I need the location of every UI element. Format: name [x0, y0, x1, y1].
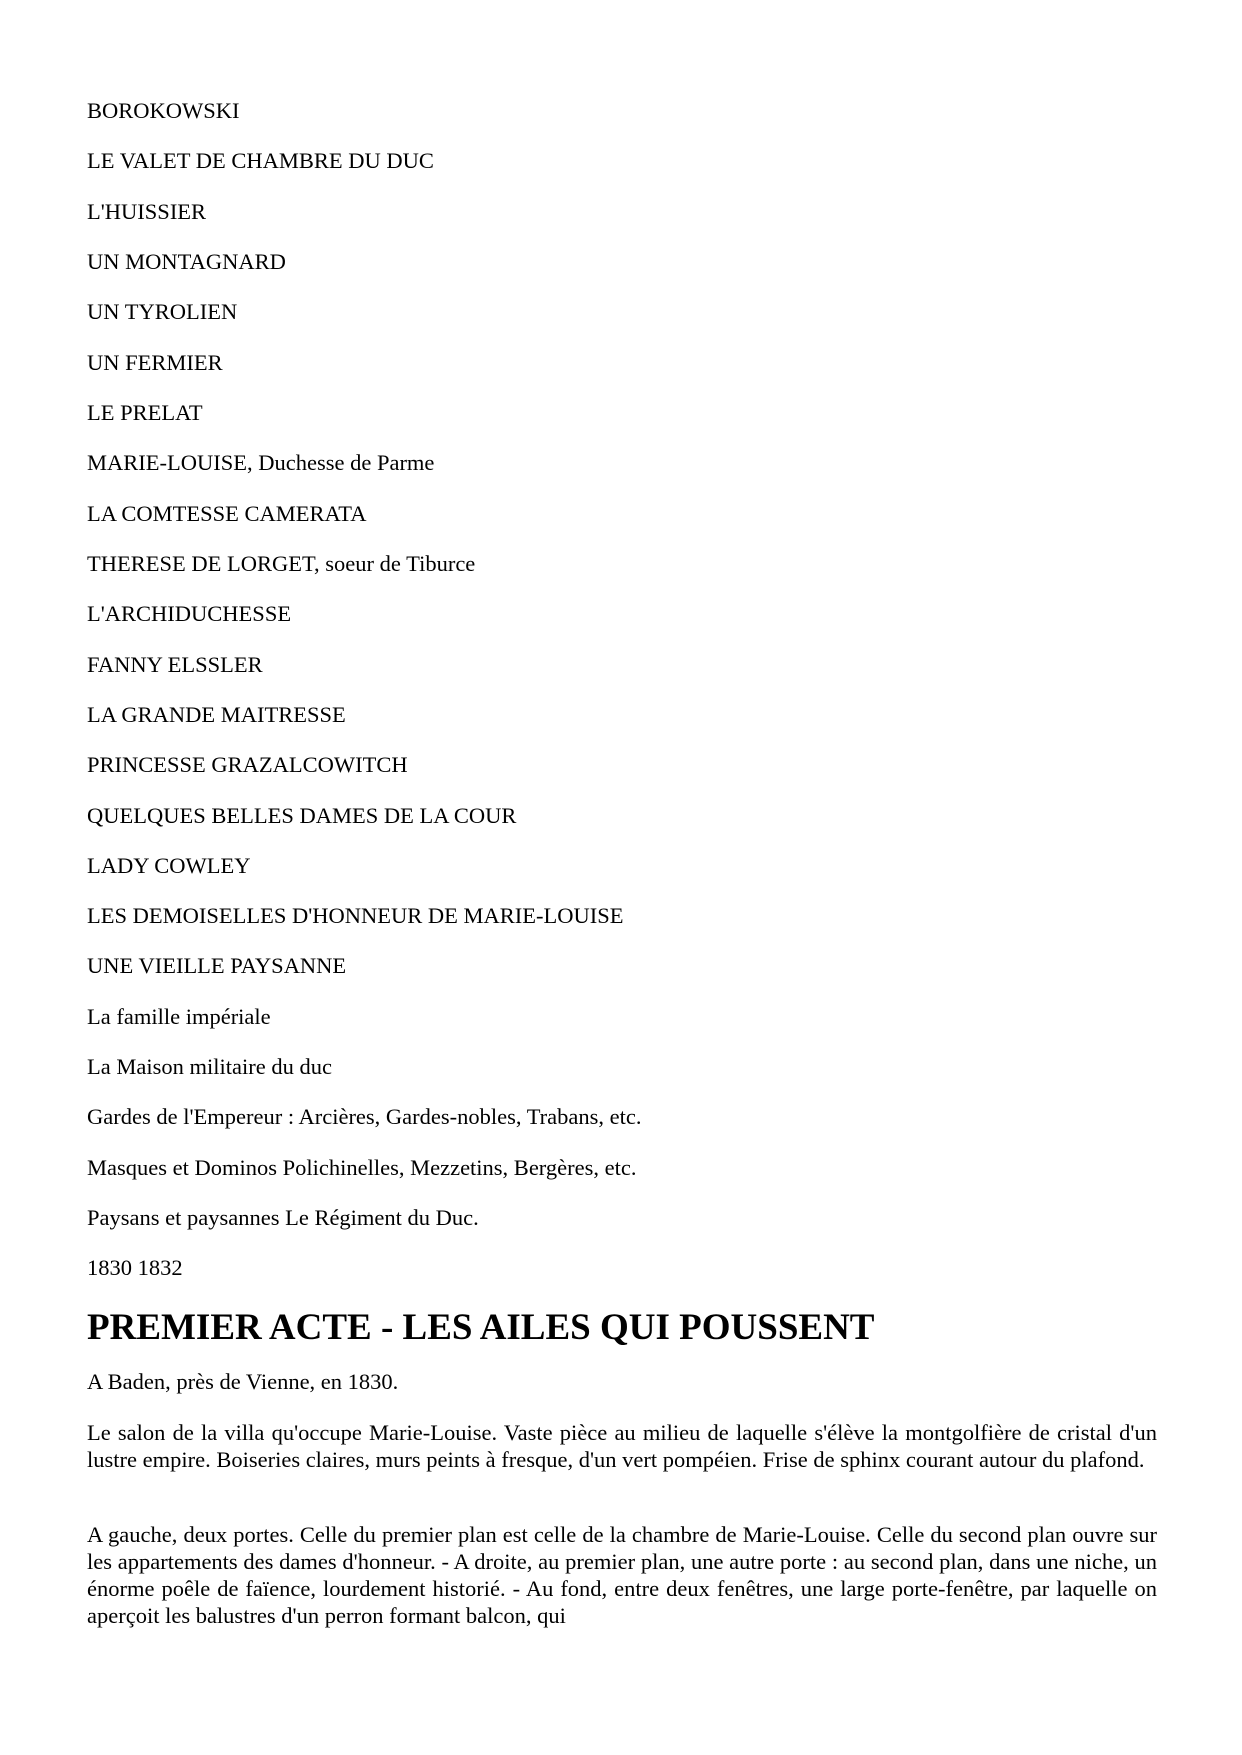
- cast-line: UN TYROLIEN: [87, 299, 238, 324]
- act-place: A Baden, près de Vienne, en 1830.: [87, 1369, 399, 1394]
- date-range: 1830 1832: [87, 1255, 183, 1280]
- cast-line: LE PRELAT: [87, 400, 203, 425]
- cast-line: Paysans et paysannes Le Régiment du Duc.: [87, 1205, 479, 1230]
- cast-line: L'ARCHIDUCHESSE: [87, 601, 292, 626]
- cast-line: UNE VIEILLE PAYSANNE: [87, 953, 347, 978]
- act-title: PREMIER ACTE - LES AILES QUI POUSSENT: [87, 1307, 875, 1348]
- cast-line: Gardes de l'Empereur : Arcières, Gardes-nobles, Trabans, etc.: [87, 1104, 642, 1129]
- cast-line: LES DEMOISELLES D'HONNEUR DE MARIE-LOUISE: [87, 903, 624, 928]
- cast-line: L'HUISSIER: [87, 199, 207, 224]
- stage-direction-paragraph: A gauche, deux portes. Celle du premier plan est celle de la chambre de Marie-Louise. Celle du second plan ouvre sur les appartements des dames d'honneur. - A droite, au premier plan, une autre porte : au second plan, dans une niche, un énorme poêle de faïence, lourdement historié. - Au fond, entre deux fenêtres, une large porte-fenêtre, par laquelle on aperçoit les balustres d'un perron formant balcon, qui: [87, 1522, 1157, 1628]
- cast-line: FANNY ELSSLER: [87, 652, 263, 677]
- cast-line: QUELQUES BELLES DAMES DE LA COUR: [87, 803, 517, 828]
- cast-line: La Maison militaire du duc: [87, 1054, 332, 1079]
- cast-line: LADY COWLEY: [87, 853, 251, 878]
- cast-line: LE VALET DE CHAMBRE DU DUC: [87, 148, 434, 173]
- cast-line: PRINCESSE GRAZALCOWITCH: [87, 752, 408, 777]
- cast-line: UN MONTAGNARD: [87, 249, 286, 274]
- cast-line: UN FERMIER: [87, 350, 223, 375]
- stage-direction-paragraph: Le salon de la villa qu'occupe Marie-Louise. Vaste pièce au milieu de laquelle s'élève la montgolfière de cristal d'un lustre empire. Boiseries claires, murs peints à fresque, d'un vert pompéien. Frise de sphinx courant autour du plafond.: [87, 1420, 1157, 1472]
- cast-line: BOROKOWSKI: [87, 98, 240, 123]
- cast-line: LA GRANDE MAITRESSE: [87, 702, 346, 727]
- cast-line: MARIE-LOUISE, Duchesse de Parme: [87, 450, 435, 475]
- cast-line: THERESE DE LORGET, soeur de Tiburce: [87, 551, 476, 576]
- cast-line: La famille impériale: [87, 1004, 271, 1029]
- cast-line: LA COMTESSE CAMERATA: [87, 501, 367, 526]
- cast-line: Masques et Dominos Polichinelles, Mezzetins, Bergères, etc.: [87, 1155, 637, 1180]
